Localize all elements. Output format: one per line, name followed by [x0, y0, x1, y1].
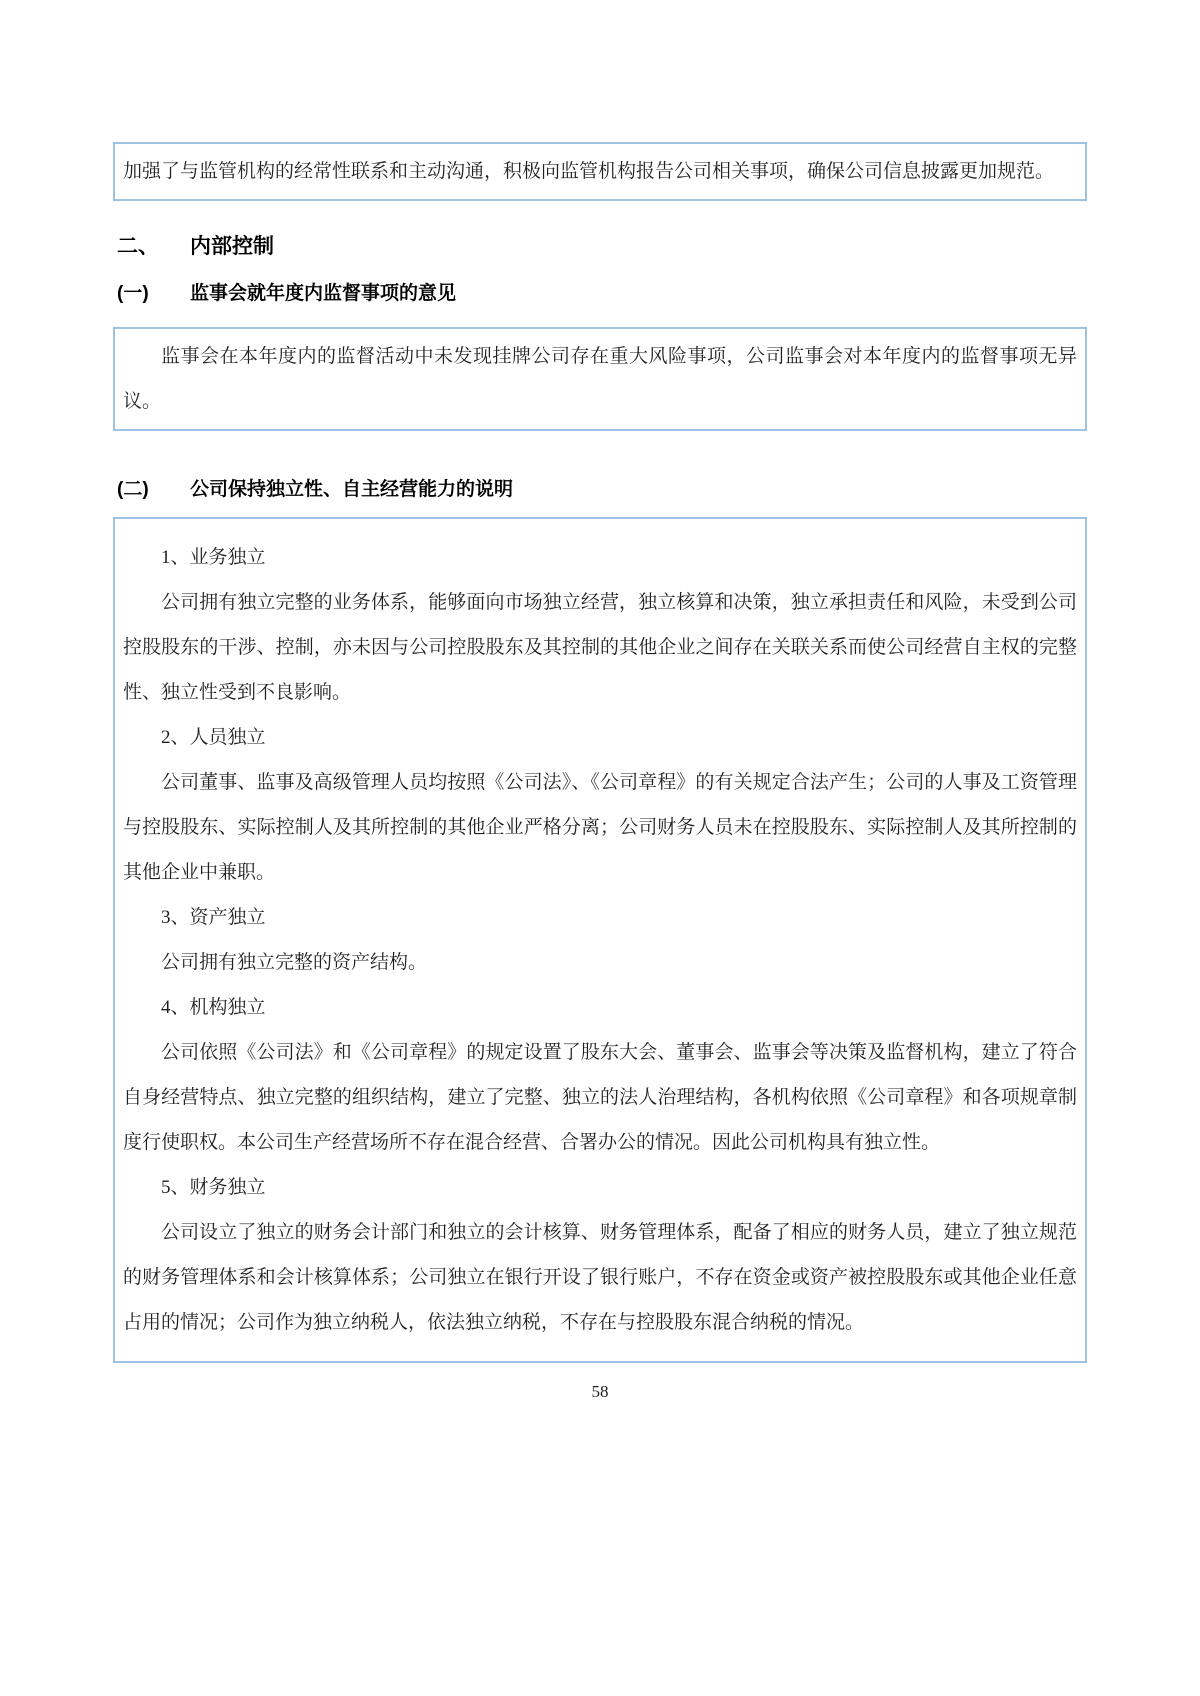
independence-statement-box — [113, 517, 1087, 1363]
item-heading: 4、机构独立 — [161, 997, 266, 1018]
section-heading-internal-control — [117, 231, 1083, 263]
subsection-heading-supervisory-opinion — [117, 279, 1083, 309]
item-body: 公司拥有独立完整的资产结构。 — [161, 952, 428, 973]
item-heading: 3、资产独立 — [161, 907, 266, 928]
item-body: 公司董事、监事及高级管理人员均按照《公司法》、《公司章程》的有关规定合法产生；公司的人事及工资管理与控股股东、实际控制人及其所控制的其他企业严格分离；公司财务人员未在控股股东、实际控制人及其所控制的其他企业中兼职。 — [123, 772, 1077, 883]
item-body: 公司依照《公司法》和《公司章程》的规定设置了股东大会、董事会、监事会等决策及监督机构，建立了符合自身经营特点、独立完整的组织结构，建立了完整、独立的法人治理结构，各机构依照《公司章程》和各项规章制度行使职权。本公司生产经营场所不存在混合经营、合署办公的情况。因此公司机构具有独立性。 — [123, 1042, 1077, 1153]
item-body: 公司拥有独立完整的业务体系，能够面向市场独立经营，独立核算和决策，独立承担责任和风险，未受到公司控股股东的干涉、控制，亦未因与公司控股股东及其控制的其他企业之间存在关联关系而使公司经营自主权的完整性、独立性受到不良影响。 — [123, 592, 1077, 703]
subsection-title: 监事会就年度内监督事项的意见 — [190, 283, 457, 304]
item-heading: 5、财务独立 — [161, 1177, 266, 1198]
independence-item — [123, 895, 1077, 985]
supervisory-opinion-paragraph: 监事会在本年度内的监督活动中未发现挂牌公司存在重大风险事项，公司监事会对本年度内的监督事项无异议。 — [123, 346, 1077, 412]
independence-item — [123, 535, 1077, 715]
independence-item — [123, 715, 1077, 895]
page-number: 58 — [591, 1382, 609, 1401]
independence-item — [123, 985, 1077, 1165]
section-title: 内部控制 — [190, 235, 274, 258]
carryover-text-box — [113, 142, 1087, 201]
item-heading: 1、业务独立 — [161, 547, 266, 568]
independence-item — [123, 1165, 1077, 1345]
carryover-paragraph: 加强了与监管机构的经常性联系和主动沟通，积极向监管机构报告公司相关事项，确保公司信息披露更加规范。 — [123, 161, 1055, 182]
subsection-number: (一) — [117, 283, 149, 304]
subsection-heading-independence — [117, 475, 1083, 505]
independence-item-list — [123, 535, 1077, 1345]
item-body: 公司设立了独立的财务会计部门和独立的会计核算、财务管理体系，配备了相应的财务人员，建立了独立规范的财务管理体系和会计核算体系；公司独立在银行开设了银行账户，不存在资金或资产被控股股东或其他企业任意占用的情况；公司作为独立纳税人，依法独立纳税，不存在与控股股东混合纳税的情况。 — [123, 1222, 1077, 1333]
supervisory-opinion-box — [113, 327, 1087, 431]
subsection-number: (二) — [117, 479, 149, 500]
section-number: 二、 — [117, 235, 159, 258]
subsection-title: 公司保持独立性、自主经营能力的说明 — [190, 479, 514, 500]
item-heading: 2、人员独立 — [161, 727, 266, 748]
